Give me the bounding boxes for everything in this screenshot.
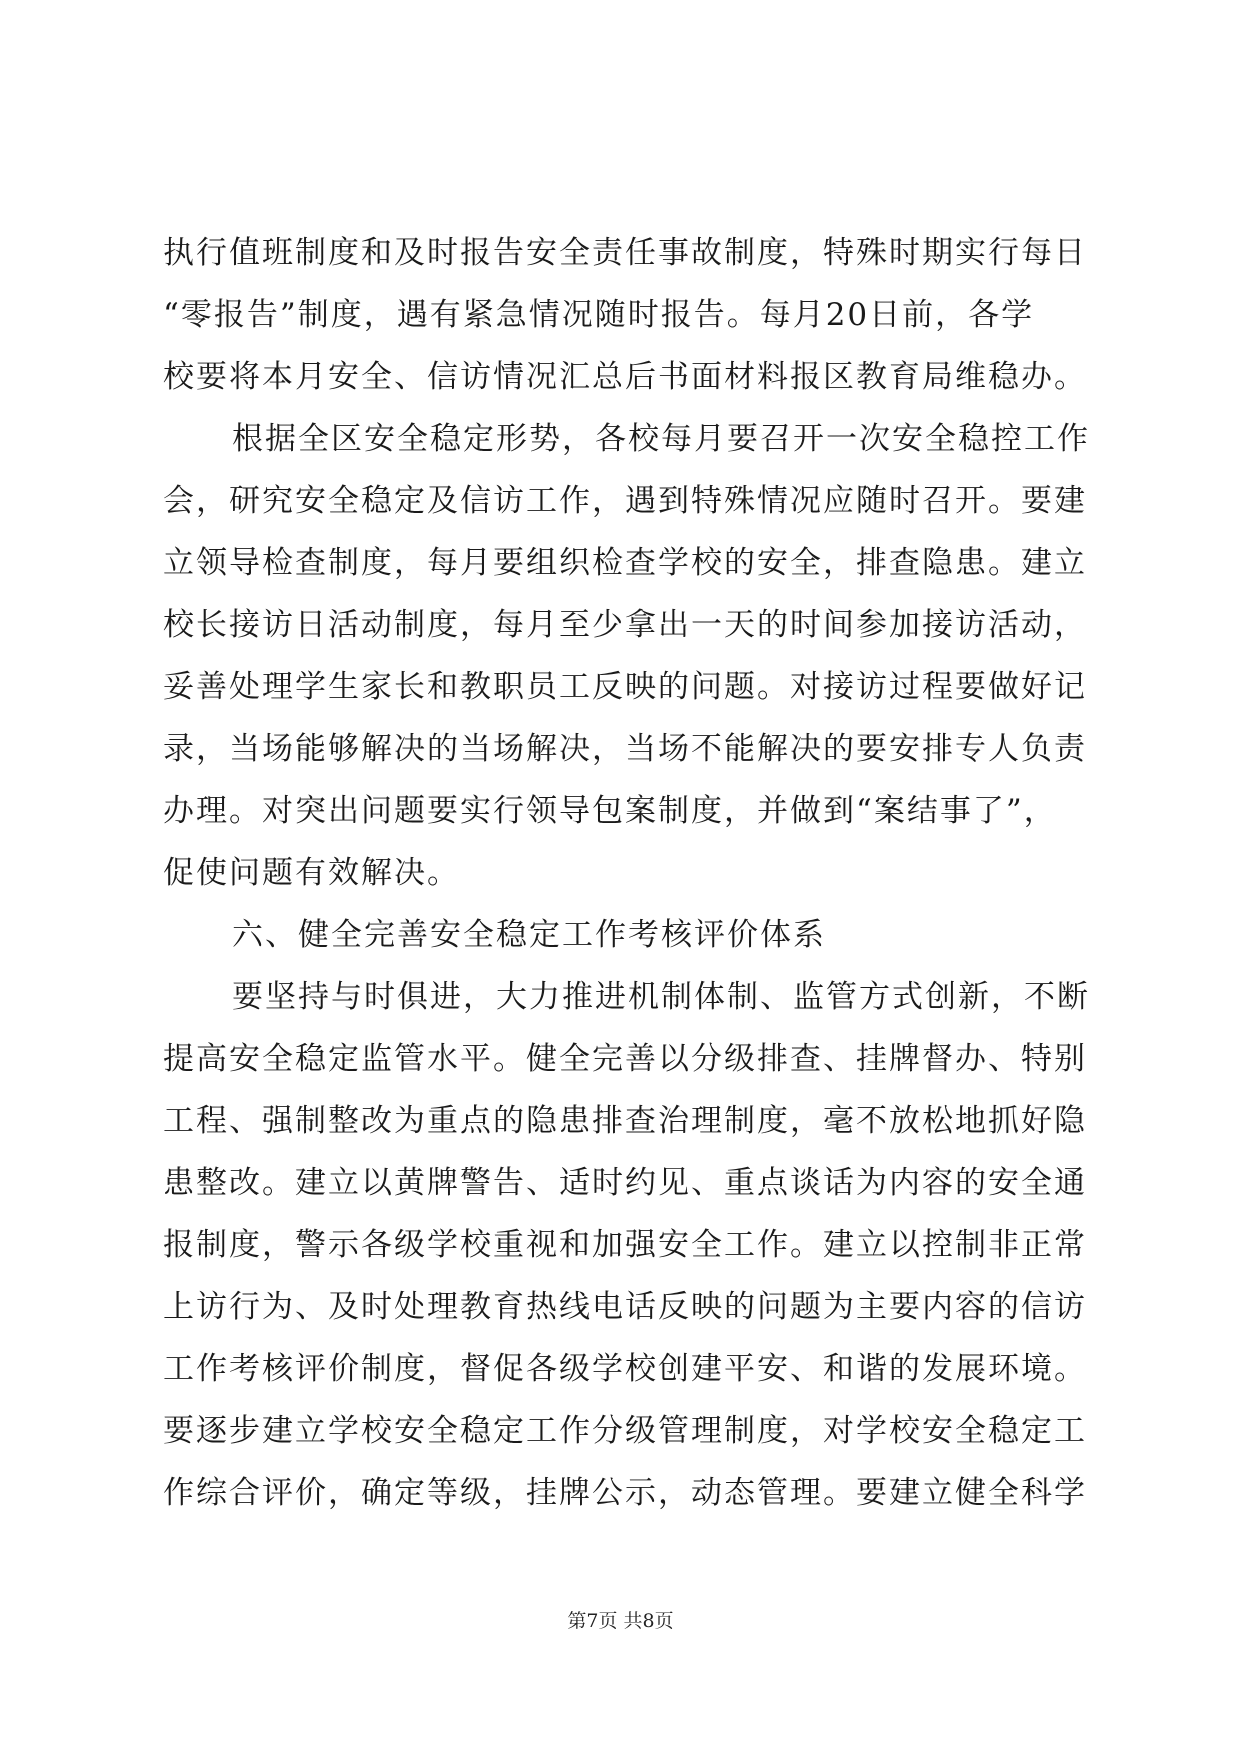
text-line: 报制度，警示各级学校重视和加强安全工作。建立以控制非正常 bbox=[163, 1227, 1087, 1263]
paragraph-start-line: 根据全区安全稳定形势，各校每月要召开一次安全稳控工作 bbox=[232, 421, 1090, 457]
text-line: 提高安全稳定监管水平。健全完善以分级排查、挂牌督办、特别 bbox=[163, 1041, 1087, 1077]
text-line: 促使问题有效解决。 bbox=[163, 855, 460, 891]
text-line: 校要将本月安全、信访情况汇总后书面材料报区教育局维稳办。 bbox=[163, 359, 1087, 395]
text-line: 作综合评价，确定等级，挂牌公示，动态管理。要建立健全科学 bbox=[163, 1475, 1087, 1511]
text-line: 校长接访日活动制度，每月至少拿出一天的时间参加接访活动， bbox=[163, 607, 1087, 643]
text-line: 会，研究安全稳定及信访工作，遇到特殊情况应随时召开。要建 bbox=[163, 483, 1087, 519]
text-line: 录，当场能够解决的当场解决，当场不能解决的要安排专人负责 bbox=[163, 731, 1087, 767]
text-line: 立领导检查制度，每月要组织检查学校的安全，排查隐患。建立 bbox=[163, 545, 1087, 581]
text-line: 执行值班制度和及时报告安全责任事故制度，特殊时期实行每日 bbox=[163, 235, 1087, 271]
text-line: 妥善处理学生家长和教职员工反映的问题。对接访过程要做好记 bbox=[163, 669, 1087, 705]
text-line: 工程、强制整改为重点的隐患排查治理制度，毫不放松地抓好隐 bbox=[163, 1103, 1087, 1139]
text-line: 患整改。建立以黄牌警告、适时约见、重点谈话为内容的安全通 bbox=[163, 1165, 1087, 1201]
text-line: 工作考核评价制度，督促各级学校创建平安、和谐的发展环境。 bbox=[163, 1351, 1087, 1387]
paragraph-start-line: 要坚持与时俱进，大力推进机制体制、监管方式创新，不断 bbox=[232, 979, 1090, 1015]
text-line: 要逐步建立学校安全稳定工作分级管理制度，对学校安全稳定工 bbox=[163, 1413, 1087, 1449]
page-number-footer: 第7页 共8页 bbox=[567, 1610, 674, 1632]
text-line: “零报告”制度，遇有紧急情况随时报告。每月20日前，各学 bbox=[163, 297, 1035, 333]
text-line: 上访行为、及时处理教育热线电话反映的问题为主要内容的信访 bbox=[163, 1289, 1087, 1325]
section-heading: 六、健全完善安全稳定工作考核评价体系 bbox=[232, 917, 826, 953]
text-line: 办理。对突出问题要实行领导包案制度，并做到“案结事了”， bbox=[163, 793, 1057, 829]
